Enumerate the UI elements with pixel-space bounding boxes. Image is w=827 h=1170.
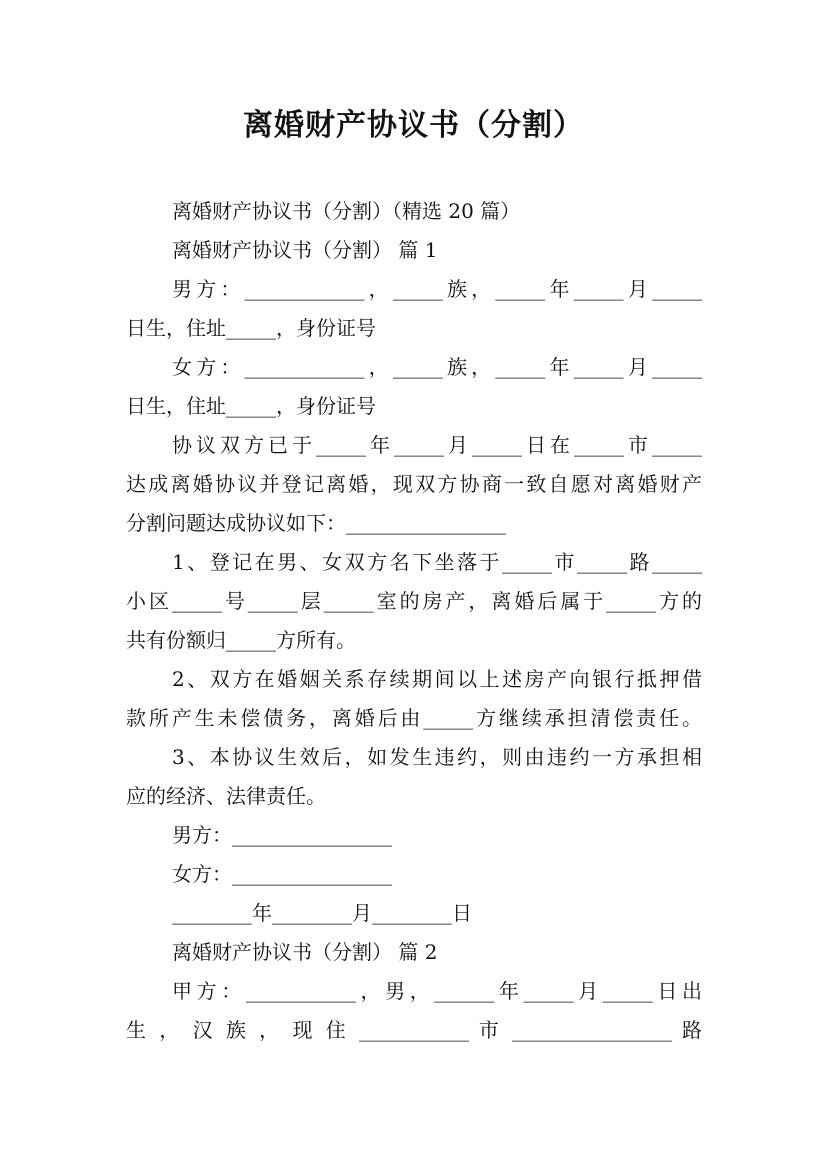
document-title: 离婚财产协议书（分割） [243,108,584,143]
agreement-intro-line-1: 协议双方已于_____年_____月_____日在_____市_____ [172,433,702,457]
clause-3-line-2: 应的经济、法律责任。 [126,784,326,808]
female-party-line-cont: 日生，住址_____，身份证号 [126,394,376,418]
collection-heading: 离婚财产协议书（分割）（精选 20 篇） [172,199,521,223]
clause-3-line-1: 3、本协议生效后，如发生违约，则由违约一方承担相 [172,745,702,769]
clause-1-line-1: 1、登记在男、女双方名下坐落于_____市_____路_____ [172,550,702,574]
male-party-line: 男方：____________，_____族，_____年_____月_____ [172,277,702,301]
male-party-line-cont: 日生，住址_____，身份证号 [126,316,376,340]
section-heading-2: 离婚财产协议书（分割） 篇 2 [172,940,438,964]
clause-2-line-2: 款所产生未偿债务，离婚后由_____方继续承担清偿责任。 [126,706,702,730]
clause-1-line-2: 小区_____号_____层_____室的房产，离婚后属于_____方的 [126,589,702,613]
clause-1-line-3: 共有份额归_____方所有。 [126,628,356,652]
date-line: ________年________月________日 [172,901,472,925]
party-a-line-2: 生 ， 汉 族 ， 现 住 ___________ 市 ________________ 路 [126,1018,702,1042]
female-signature-line: 女方：________________ [172,862,392,886]
female-party-line: 女方：____________，_____族，_____年_____月_____ [172,355,702,379]
clause-2-line-1: 2、双方在婚姻关系存续期间以上述房产向银行抵押借 [172,667,702,691]
agreement-intro-line-2: 达成离婚协议并登记离婚，现双方协商一致自愿对离婚财产 [126,472,702,496]
agreement-intro-line-3: 分割问题达成协议如下：________________ [126,511,506,535]
party-a-line-1: 甲方：___________，男，______年_____月_____日出 [172,979,702,1003]
male-signature-line: 男方：________________ [172,823,392,847]
section-heading-1: 离婚财产协议书（分割） 篇 1 [172,238,438,262]
